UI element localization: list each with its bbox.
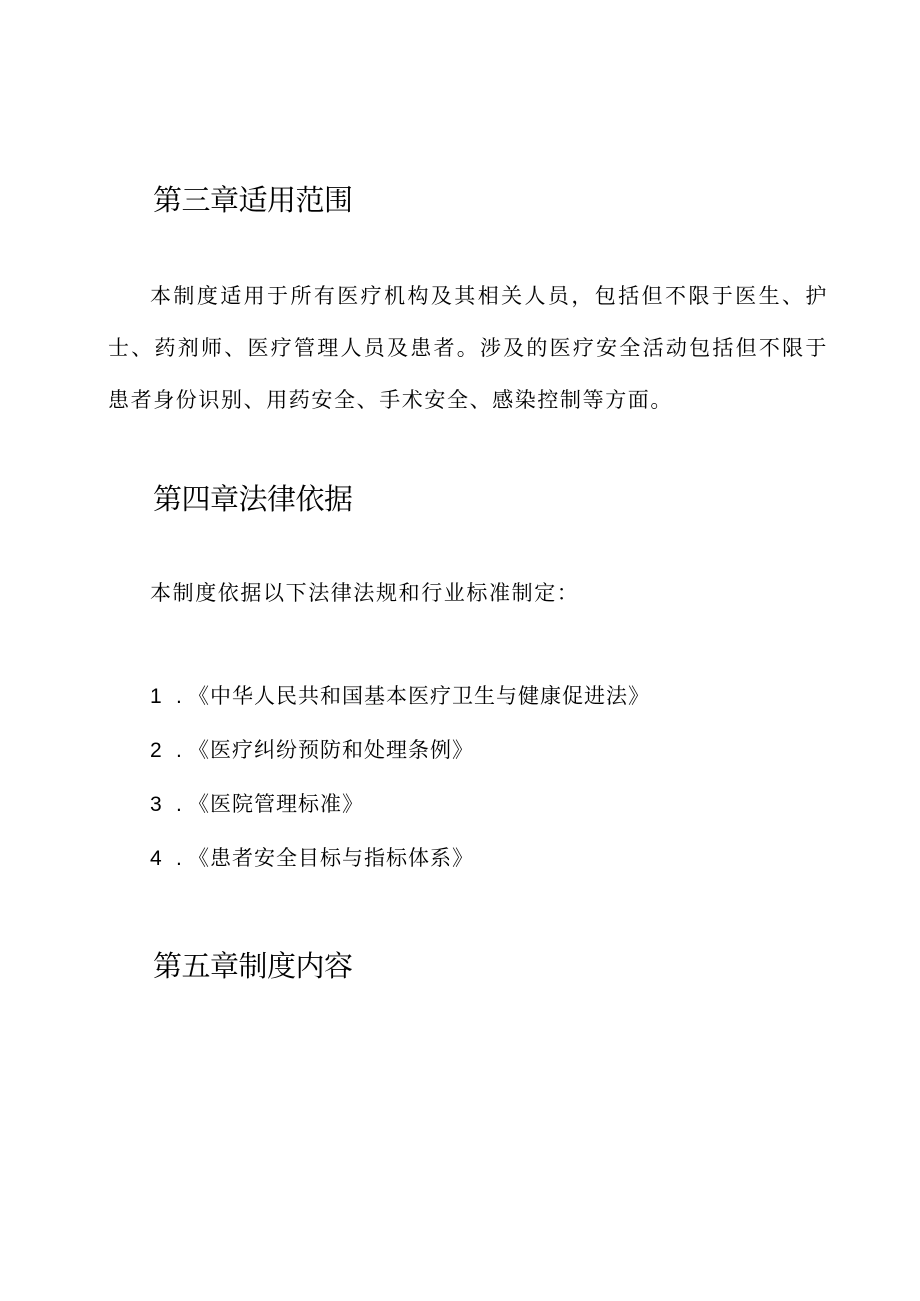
reference-item <box>150 681 650 735</box>
reference-item <box>150 789 650 843</box>
reference-number: 2 <box>150 739 162 762</box>
reference-item <box>150 735 650 789</box>
reference-number: 4 <box>150 847 162 870</box>
reference-title: 《医院管理标准》 <box>188 792 364 816</box>
chapter-4-heading: 第四章法律依据 <box>153 482 353 516</box>
legal-basis-intro: 本制度依据以下法律法规和行业标准制定： <box>150 581 580 605</box>
reference-item <box>150 843 650 897</box>
reference-separator: . <box>176 847 182 870</box>
chapter-5-heading: 第五章制度内容 <box>153 949 353 983</box>
reference-title: 《医疗纠纷预防和处理条例》 <box>188 738 474 762</box>
scope-paragraph: 本制度适用于所有医疗机构及其相关人员，包括但不限于医生、护士、药剂师、医疗管理人员及患者。涉及的医疗安全活动包括但不限于患者身份识别、用药安全、手术安全、感染控制等方面。 <box>108 284 828 412</box>
reference-title: 《中华人民共和国基本医疗卫生与健康促进法》 <box>188 684 650 708</box>
reference-number: 1 <box>150 685 162 708</box>
reference-separator: . <box>176 739 182 762</box>
reference-separator: . <box>176 685 182 708</box>
reference-title: 《患者安全目标与指标体系》 <box>188 846 474 870</box>
reference-separator: . <box>176 793 182 816</box>
reference-list <box>150 681 650 897</box>
chapter-3-heading: 第三章适用范围 <box>153 183 353 217</box>
reference-number: 3 <box>150 793 162 816</box>
